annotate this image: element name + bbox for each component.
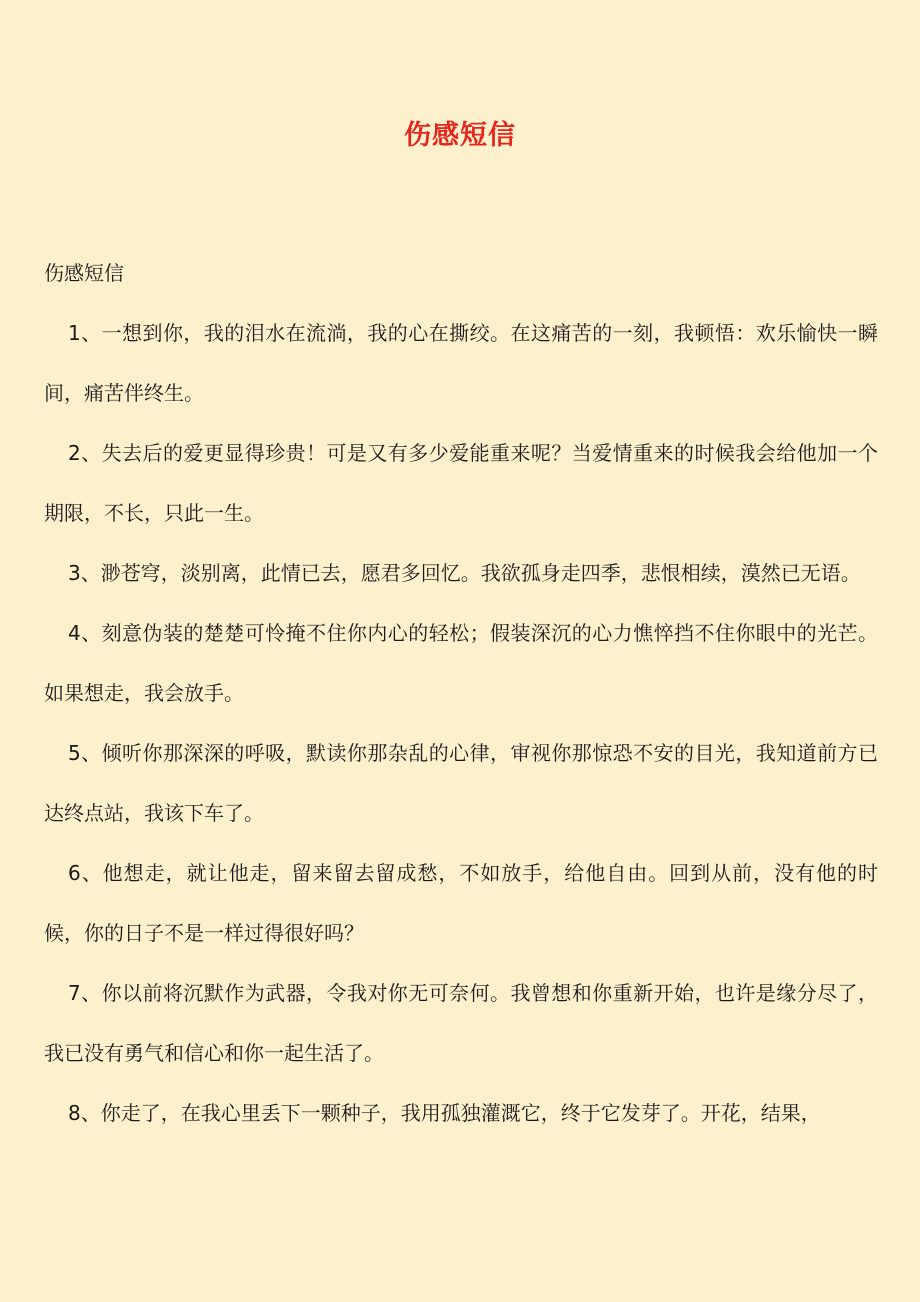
paragraph-6: 6、他想走，就让他走，留来留去留成愁，不如放手，给他自由。回到从前，没有他的时候，你的日子不是一样过得很好吗？ — [44, 861, 878, 945]
paragraph-3: 3、渺苍穹，淡别离，此情已去，愿君多回忆。我欲孤身走四季，悲恨相续，漠然已无语。 — [68, 561, 861, 585]
paragraph-8: 8、你走了，在我心里丢下一颗种子，我用孤独灌溉它，终于它发芽了。开花，结果， — [68, 1101, 821, 1125]
paragraph-7: 7、你以前将沉默作为武器，令我对你无可奈何。我曾想和你重新开始，也许是缘分尽了，我已没有勇气和信心和你一起生活了。 — [44, 981, 878, 1065]
section-heading: 伤感短信 — [44, 261, 124, 285]
document-body — [44, 243, 878, 1143]
paragraph-2: 2、失去后的爱更显得珍贵！可是又有多少爱能重来呢？当爱情重来的时候我会给他加一个期限，不长，只此一生。 — [44, 441, 878, 525]
page-title: 伤感短信 — [404, 120, 516, 151]
paragraph-1: 1、一想到你，我的泪水在流淌，我的心在撕绞。在这痛苦的一刻，我顿悟：欢乐愉快一瞬间，痛苦伴终生。 — [44, 321, 878, 405]
paragraph-5: 5、倾听你那深深的呼吸，默读你那杂乱的心律，审视你那惊恐不安的目光，我知道前方已达终点站，我该下车了。 — [44, 741, 878, 825]
paragraph-4: 4、刻意伪装的楚楚可怜掩不住你内心的轻松；假装深沉的心力憔悴挡不住你眼中的光芒。如果想走，我会放手。 — [44, 621, 878, 705]
